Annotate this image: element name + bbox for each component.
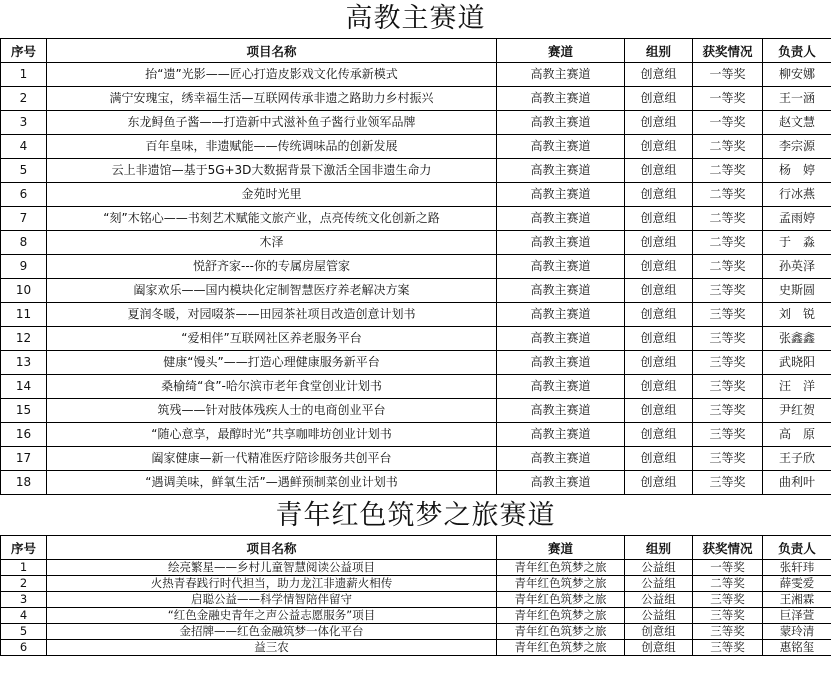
cell-award: 一等奖 xyxy=(693,63,763,87)
cell-project-name: 满宁安瑰宝，绣幸福生活—互联网传承非遗之路助力乡村振兴 xyxy=(47,87,497,111)
table-header-row xyxy=(1,536,831,560)
cell-index: 12 xyxy=(1,327,47,351)
header-project-name: 项目名称 xyxy=(47,39,497,63)
cell-project-name: 阖家健康—新一代精准医疗陪诊服务共创平台 xyxy=(47,447,497,471)
cell-index: 6 xyxy=(1,640,47,656)
cell-track: 高教主赛道 xyxy=(497,87,625,111)
cell-project-name: 夏润冬暖，对园啜茶——田园茶社项目改造创意计划书 xyxy=(47,303,497,327)
cell-index: 4 xyxy=(1,608,47,624)
table-row xyxy=(1,303,831,327)
cell-group: 公益组 xyxy=(625,608,693,624)
table-row xyxy=(1,592,831,608)
cell-award: 三等奖 xyxy=(693,640,763,656)
cell-group: 创意组 xyxy=(625,447,693,471)
cell-group: 创意组 xyxy=(625,207,693,231)
cell-project-name: 金苑时光里 xyxy=(47,183,497,207)
cell-track: 高教主赛道 xyxy=(497,327,625,351)
cell-project-name: 木泽 xyxy=(47,231,497,255)
cell-group: 公益组 xyxy=(625,576,693,592)
cell-award: 三等奖 xyxy=(693,399,763,423)
cell-award: 三等奖 xyxy=(693,624,763,640)
cell-index: 17 xyxy=(1,447,47,471)
cell-track: 高教主赛道 xyxy=(497,399,625,423)
cell-leader: 赵文慧 xyxy=(763,111,831,135)
cell-project-name: 云上非遗馆—基于5G+3D大数据背景下激活全国非遗生命力 xyxy=(47,159,497,183)
cell-award: 三等奖 xyxy=(693,303,763,327)
table-row xyxy=(1,327,831,351)
cell-project-name: 绘亮繁星——乡村儿童智慧阅读公益项目 xyxy=(47,560,497,576)
cell-track: 高教主赛道 xyxy=(497,111,625,135)
cell-project-name: “红色金融史青年之声公益志愿服务”项目 xyxy=(47,608,497,624)
cell-group: 创意组 xyxy=(625,423,693,447)
cell-group: 创意组 xyxy=(625,87,693,111)
cell-group: 创意组 xyxy=(625,111,693,135)
cell-leader: 李宗源 xyxy=(763,135,831,159)
table-row xyxy=(1,471,831,495)
cell-leader: 武晓阳 xyxy=(763,351,831,375)
cell-project-name: “爱相伴”互联网社区养老服务平台 xyxy=(47,327,497,351)
table-row xyxy=(1,183,831,207)
cell-award: 三等奖 xyxy=(693,351,763,375)
cell-leader: 柳安娜 xyxy=(763,63,831,87)
table-row xyxy=(1,135,831,159)
cell-index: 8 xyxy=(1,231,47,255)
cell-index: 1 xyxy=(1,560,47,576)
cell-group: 创意组 xyxy=(625,183,693,207)
cell-leader: 行冰燕 xyxy=(763,183,831,207)
cell-index: 16 xyxy=(1,423,47,447)
cell-award: 三等奖 xyxy=(693,471,763,495)
table-row xyxy=(1,399,831,423)
cell-track: 高教主赛道 xyxy=(497,63,625,87)
cell-index: 2 xyxy=(1,87,47,111)
cell-index: 5 xyxy=(1,624,47,640)
table-body-red-dream-journey xyxy=(1,560,831,656)
cell-group: 创意组 xyxy=(625,63,693,87)
cell-group: 公益组 xyxy=(625,592,693,608)
cell-award: 三等奖 xyxy=(693,592,763,608)
cell-project-name: 启聪公益——科学情智陪伴留守 xyxy=(47,592,497,608)
cell-project-name: 抬“遗”光影——匠心打造皮影戏文化传承新模式 xyxy=(47,63,497,87)
cell-index: 18 xyxy=(1,471,47,495)
table-row xyxy=(1,231,831,255)
header-index: 序号 xyxy=(1,536,47,560)
cell-leader: 孟雨婷 xyxy=(763,207,831,231)
cell-award: 一等奖 xyxy=(693,111,763,135)
cell-group: 创意组 xyxy=(625,303,693,327)
table-row xyxy=(1,624,831,640)
cell-leader: 王湘霖 xyxy=(763,592,831,608)
cell-leader: 蒙玲清 xyxy=(763,624,831,640)
cell-leader: 高 原 xyxy=(763,423,831,447)
cell-index: 11 xyxy=(1,303,47,327)
header-group: 组别 xyxy=(625,536,693,560)
table-row xyxy=(1,87,831,111)
cell-track: 青年红色筑梦之旅 xyxy=(497,592,625,608)
cell-leader: 孙英泽 xyxy=(763,255,831,279)
table-row xyxy=(1,640,831,656)
cell-leader: 刘 锐 xyxy=(763,303,831,327)
cell-award: 二等奖 xyxy=(693,255,763,279)
cell-leader: 张鑫鑫 xyxy=(763,327,831,351)
cell-leader: 王子欣 xyxy=(763,447,831,471)
cell-index: 4 xyxy=(1,135,47,159)
cell-leader: 巨泽萱 xyxy=(763,608,831,624)
cell-group: 创意组 xyxy=(625,231,693,255)
cell-group: 创意组 xyxy=(625,375,693,399)
cell-leader: 尹红贺 xyxy=(763,399,831,423)
cell-group: 创意组 xyxy=(625,471,693,495)
cell-group: 创意组 xyxy=(625,255,693,279)
header-track: 赛道 xyxy=(497,39,625,63)
cell-index: 5 xyxy=(1,159,47,183)
cell-leader: 惠铭玺 xyxy=(763,640,831,656)
cell-project-name: 东龙鲟鱼子酱——打造新中式滋补鱼子酱行业领军品牌 xyxy=(47,111,497,135)
table-row xyxy=(1,159,831,183)
cell-award: 一等奖 xyxy=(693,560,763,576)
cell-leader: 薛雯爱 xyxy=(763,576,831,592)
header-leader: 负责人 xyxy=(763,39,831,63)
cell-award: 二等奖 xyxy=(693,159,763,183)
cell-award: 二等奖 xyxy=(693,135,763,159)
cell-project-name: 桑榆绮“食”-哈尔滨市老年食堂创业计划书 xyxy=(47,375,497,399)
cell-index: 13 xyxy=(1,351,47,375)
cell-project-name: “刻”木铭心——书刻艺术赋能文旅产业，点亮传统文化创新之路 xyxy=(47,207,497,231)
cell-leader: 王一涵 xyxy=(763,87,831,111)
cell-award: 三等奖 xyxy=(693,327,763,351)
cell-track: 高教主赛道 xyxy=(497,303,625,327)
cell-track: 高教主赛道 xyxy=(497,207,625,231)
cell-index: 3 xyxy=(1,592,47,608)
cell-track: 青年红色筑梦之旅 xyxy=(497,560,625,576)
cell-track: 高教主赛道 xyxy=(497,423,625,447)
cell-track: 高教主赛道 xyxy=(497,135,625,159)
cell-award: 二等奖 xyxy=(693,576,763,592)
cell-group: 创意组 xyxy=(625,351,693,375)
cell-award: 二等奖 xyxy=(693,207,763,231)
table-row xyxy=(1,111,831,135)
cell-project-name: 筑残——针对肢体残疾人士的电商创业平台 xyxy=(47,399,497,423)
cell-award: 三等奖 xyxy=(693,608,763,624)
cell-track: 高教主赛道 xyxy=(497,231,625,255)
cell-leader: 史斯圆 xyxy=(763,279,831,303)
cell-leader: 张轩玮 xyxy=(763,560,831,576)
table-row xyxy=(1,423,831,447)
cell-index: 7 xyxy=(1,207,47,231)
cell-project-name: 阖家欢乐——国内模块化定制智慧医疗养老解决方案 xyxy=(47,279,497,303)
cell-project-name: 益三农 xyxy=(47,640,497,656)
cell-award: 三等奖 xyxy=(693,423,763,447)
cell-track: 高教主赛道 xyxy=(497,255,625,279)
cell-track: 青年红色筑梦之旅 xyxy=(497,624,625,640)
cell-award: 二等奖 xyxy=(693,183,763,207)
cell-group: 创意组 xyxy=(625,399,693,423)
table-header-row xyxy=(1,39,831,63)
cell-index: 2 xyxy=(1,576,47,592)
cell-project-name: 百年皇味，非遗赋能——传统调味品的创新发展 xyxy=(47,135,497,159)
cell-index: 15 xyxy=(1,399,47,423)
cell-track: 高教主赛道 xyxy=(497,279,625,303)
cell-index: 6 xyxy=(1,183,47,207)
table-row xyxy=(1,560,831,576)
cell-track: 高教主赛道 xyxy=(497,471,625,495)
cell-index: 9 xyxy=(1,255,47,279)
cell-project-name: “遇调美味，鲜氧生活”—遇鲜预制菜创业计划书 xyxy=(47,471,497,495)
table-row xyxy=(1,375,831,399)
table-row xyxy=(1,447,831,471)
cell-project-name: 金招牌——红色金融筑梦一体化平台 xyxy=(47,624,497,640)
header-track: 赛道 xyxy=(497,536,625,560)
cell-award: 一等奖 xyxy=(693,87,763,111)
cell-track: 青年红色筑梦之旅 xyxy=(497,640,625,656)
section-title-higher-education: 高教主赛道 xyxy=(345,3,486,34)
cell-award: 三等奖 xyxy=(693,279,763,303)
header-award: 获奖情况 xyxy=(693,39,763,63)
cell-index: 14 xyxy=(1,375,47,399)
cell-leader: 于 淼 xyxy=(763,231,831,255)
cell-index: 3 xyxy=(1,111,47,135)
header-index: 序号 xyxy=(1,39,47,63)
table-body-higher-education xyxy=(1,63,831,495)
table-row xyxy=(1,63,831,87)
cell-group: 创意组 xyxy=(625,640,693,656)
cell-track: 青年红色筑梦之旅 xyxy=(497,608,625,624)
cell-track: 高教主赛道 xyxy=(497,375,625,399)
table-row xyxy=(1,576,831,592)
table-row xyxy=(1,207,831,231)
cell-track: 高教主赛道 xyxy=(497,159,625,183)
awards-table-red-dream-journey xyxy=(0,535,831,656)
cell-track: 高教主赛道 xyxy=(497,351,625,375)
awards-table-higher-education xyxy=(0,38,831,495)
cell-project-name: “随心意享，最醇时光”共享咖啡坊创业计划书 xyxy=(47,423,497,447)
cell-leader: 曲利叶 xyxy=(763,471,831,495)
table-row xyxy=(1,279,831,303)
cell-track: 高教主赛道 xyxy=(497,447,625,471)
table-row xyxy=(1,255,831,279)
cell-leader: 杨 婷 xyxy=(763,159,831,183)
cell-group: 创意组 xyxy=(625,624,693,640)
cell-track: 青年红色筑梦之旅 xyxy=(497,576,625,592)
cell-group: 创意组 xyxy=(625,327,693,351)
cell-group: 创意组 xyxy=(625,159,693,183)
cell-project-name: 健康“馒头”——打造心理健康服务新平台 xyxy=(47,351,497,375)
cell-award: 二等奖 xyxy=(693,231,763,255)
header-group: 组别 xyxy=(625,39,693,63)
header-project-name: 项目名称 xyxy=(47,536,497,560)
header-award: 获奖情况 xyxy=(693,536,763,560)
cell-track: 高教主赛道 xyxy=(497,183,625,207)
cell-leader: 汪 洋 xyxy=(763,375,831,399)
cell-award: 三等奖 xyxy=(693,375,763,399)
cell-group: 创意组 xyxy=(625,279,693,303)
cell-group: 公益组 xyxy=(625,560,693,576)
section-title-red-dream-journey: 青年红色筑梦之旅赛道 xyxy=(275,500,556,531)
cell-project-name: 悦舒齐家---你的专属房屋管家 xyxy=(47,255,497,279)
cell-project-name: 火热青春践行时代担当，助力龙江非遗薪火相传 xyxy=(47,576,497,592)
table-row xyxy=(1,351,831,375)
cell-index: 1 xyxy=(1,63,47,87)
header-leader: 负责人 xyxy=(763,536,831,560)
cell-index: 10 xyxy=(1,279,47,303)
cell-group: 创意组 xyxy=(625,135,693,159)
cell-award: 三等奖 xyxy=(693,447,763,471)
table-row xyxy=(1,608,831,624)
